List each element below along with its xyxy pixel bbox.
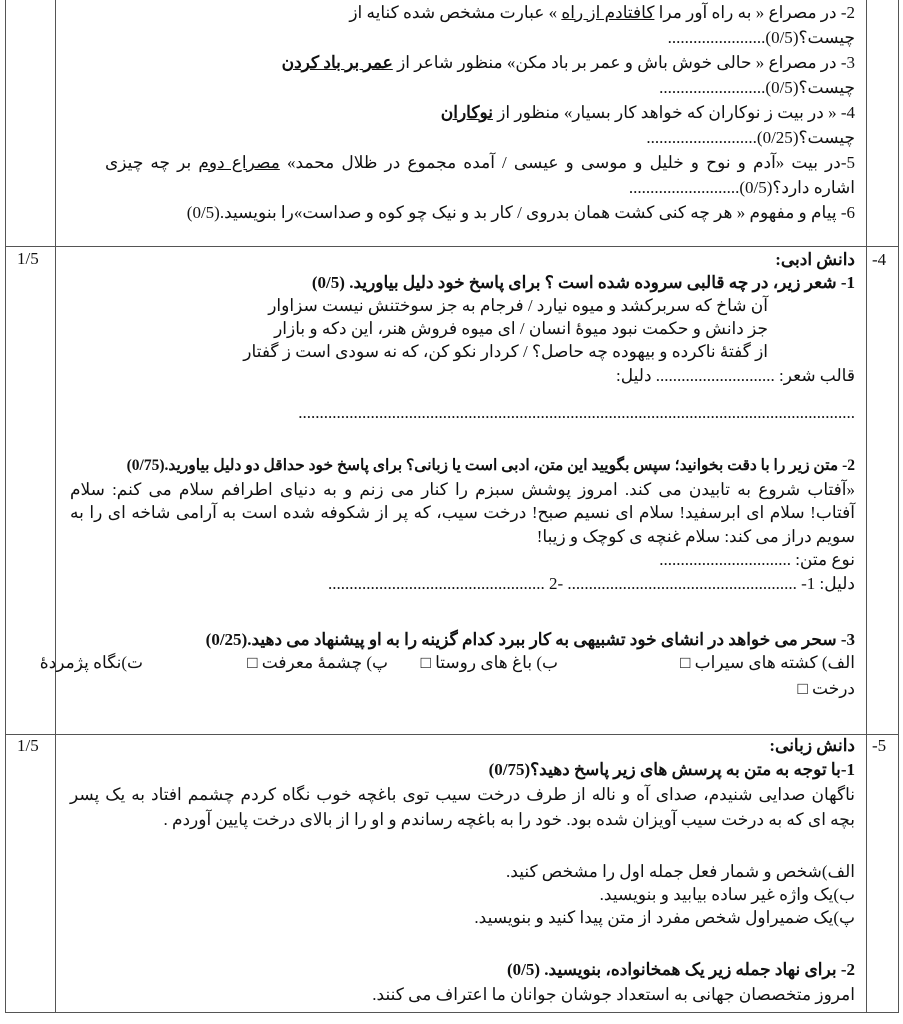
question-2: 2- برای نهاد جمله زیر یک همخانواده، بنویسید. (0/5) <box>506 960 855 979</box>
underlined-phrase: مصراع دوم <box>198 153 280 172</box>
option[interactable]: پ) چشمهٔ معرفت □ <box>247 653 388 672</box>
row-divider <box>5 734 899 735</box>
question-5: 5-در بیت «آدم و نوح و خلیل و موسی و عیسی / آمده مجموع در ظلال محمد» مصراع دوم بر چه چیزی <box>105 153 855 172</box>
passage-line: «آفتاب شروع به تابیدن می کند. امروز پوشش سبزم را کنار می زنم و به دنیای اطرافم سلام می کنم: سلام <box>70 480 855 499</box>
section-number: -4 <box>872 250 887 269</box>
question-1: 1- شعر زیر، در چه قالبی سروده شده است ؟ برای پاسخ خود دلیل بیاورید. (0/5) <box>311 273 855 292</box>
sub-question: ب)یک واژه غیر ساده بیابید و بنویسید. <box>599 885 855 904</box>
passage-line: بچه ای که به درخت سیب آویزان شده بود. خود را به باغچه رساندم و او را از بالای درخت پایین آوردم . <box>163 810 855 829</box>
question-1: 1-با توجه به متن به پرسش های زیر پاسخ دهید؟(0/75) <box>488 760 855 779</box>
question-2: 2- متن زیر را با دقت بخوانید؛ سپس بگویید این متن، ادبی است یا زبانی؟ برای پاسخ خود حداقل دو دلیل بیاورید.(0/75) <box>126 457 855 474</box>
answer-dots: ................................................................................................................................... <box>298 403 855 422</box>
option[interactable]: ت)نگاه پژمردهٔ <box>39 653 143 672</box>
sub-question: پ)یک ضمیراول شخص مفرد از متن پیدا کنید و بنویسید. <box>474 908 855 927</box>
row-divider <box>5 246 899 247</box>
underlined-phrase: عمر بر باد کردن <box>281 53 393 72</box>
poem-line: جز دانش و حکمت نبود میوهٔ انسان / ای میوه فروش هنر، این دکه و بازار <box>274 319 768 338</box>
sub-question: الف)شخص و شمار فعل جمله اول را مشخص کنید. <box>506 862 855 881</box>
table-border-left <box>5 0 6 1012</box>
option[interactable]: الف) کشته های سیراب □ <box>680 653 855 672</box>
question-4-answer: چیست؟(0/25).......................... <box>646 128 855 147</box>
section-number: -5 <box>872 736 887 755</box>
table-border-score <box>55 0 56 1012</box>
sentence: امروز متخصصان جهانی به استعداد جوشان جوانان ما اعتراف می کنند. <box>372 985 855 1004</box>
passage-line: ناگهان صدایی شنیدم، صدای آه و ناله از طرف درخت سیب توی باغچه خوب نگاه کردم چشمم افتاد به یک پسر <box>70 785 855 804</box>
question-3: 3- سحر می خواهد در انشای خود تشبیهی به کار ببرد کدام گزینه را به او پیشنهاد می دهید.(0/25) <box>205 630 855 649</box>
underlined-phrase: کافتادم از راه <box>561 3 655 22</box>
option-continuation[interactable]: درخت □ <box>797 679 855 698</box>
question-2-answer: چیست؟(0/5)....................... <box>667 28 855 47</box>
question-5-answer: اشاره دارد؟(0/5).......................... <box>628 178 855 197</box>
passage-line: سویم دراز می کند: سلام غنچه ی کوچک و زیبا! <box>536 527 855 546</box>
option[interactable]: ب) باغ های روستا □ <box>420 653 558 672</box>
table-border-bottom <box>5 1012 899 1013</box>
answer-line: دلیل: 1- ...................................................... -2 ................................................... <box>327 574 855 593</box>
poem-line: آن شاخ که سربرکشد و میوه نیارد / فرجام به جز سوختنش نیست سزاوار <box>268 296 768 315</box>
question-6: 6- پیام و مفهوم « هر چه کنی کشت همان بدروی / کار بد و نیک چو کوه و صداست»را بنویسید.(0/5) <box>186 203 855 222</box>
section-title: دانش ادبی: <box>775 250 855 269</box>
section-score: 1/5 <box>17 249 39 268</box>
poem-line: از گفتهٔ ناکرده و بیهوده چه حاصل؟ / کردار نکو کن، که نه سودی است ز گفتار <box>243 342 768 361</box>
question-4: 4- « در بیت ز نوکاران که خواهد کار بسیار» منظور از نوکاران <box>440 103 855 122</box>
section-title: دانش زبانی: <box>769 736 855 755</box>
question-3: 3- در مصراع « حالی خوش باش و عمر بر باد مکن» منظور شاعر از عمر بر باد کردن <box>281 53 855 72</box>
passage-line: آفتاب! سلام ای ابرسفید! سلام ای نسیم صبح! درخت سیب، که پر از شکوفه شده است به آرامی شاخه ای را به <box>70 503 855 522</box>
question-2: 2- در مصراع « به راه آور مرا کافتادم از راه » عبارت مشخص شده کنایه از <box>349 3 855 22</box>
answer-line: قالب شعر: ............................ دلیل: <box>616 366 855 385</box>
table-border-right <box>898 0 899 1012</box>
underlined-phrase: نوکاران <box>440 103 493 122</box>
answer-line: نوع متن: ............................... <box>659 550 855 569</box>
question-3-answer: چیست؟(0/5)......................... <box>659 78 855 97</box>
table-border-number <box>866 0 867 1012</box>
section-score: 1/5 <box>17 736 39 755</box>
